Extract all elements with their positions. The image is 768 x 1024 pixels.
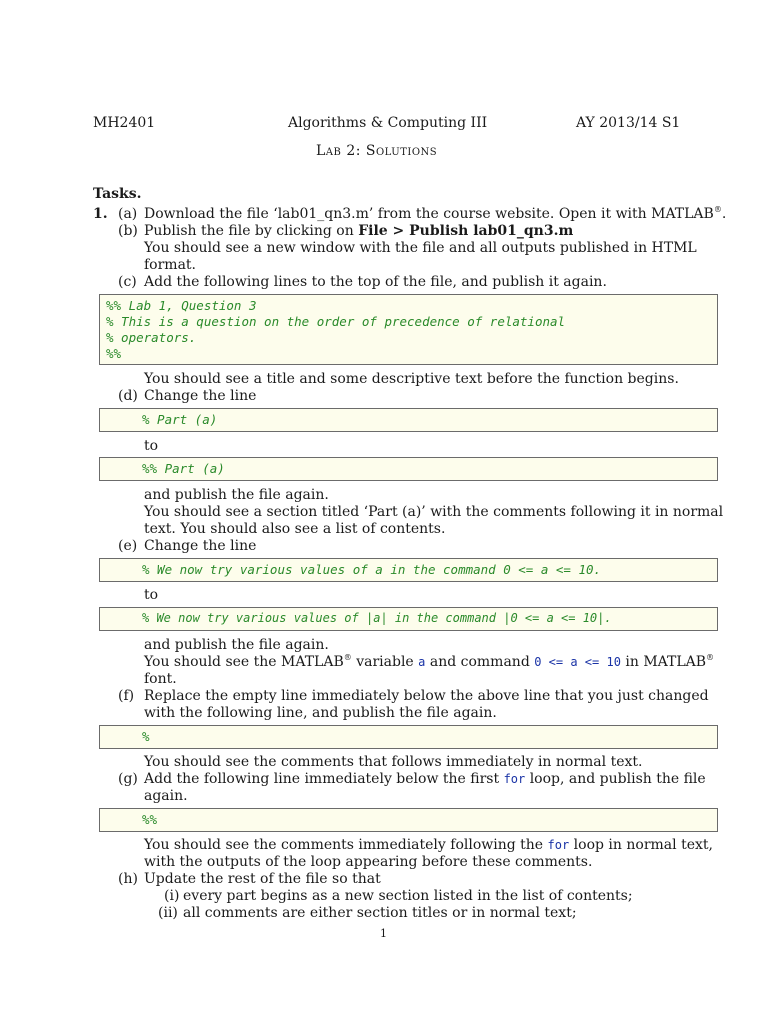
code-line: %% Lab 1, Question 3 <box>106 298 257 313</box>
term: AY 2013/14 S1 <box>576 115 681 131</box>
document-subtitle: Lab 2: Solutions <box>316 143 438 159</box>
item-label-e: (e) <box>118 538 138 554</box>
subitem-ii-text: all comments are either section titles or in normal text; <box>183 905 577 921</box>
code-line: % We now try various values of a in the command 0 <= a <= 10. <box>142 562 602 577</box>
item-g-line1-post: loop, and publish the file <box>525 771 706 787</box>
item-e-after2-pre: You should see the MATLAB <box>144 654 344 670</box>
matlab-command: 0 <= a <= 10 <box>534 655 621 669</box>
item-e-after2-mid: variable <box>351 654 419 670</box>
item-label-h: (h) <box>118 871 138 887</box>
item-label-f: (f) <box>118 688 135 704</box>
registered-mark: ® <box>706 653 715 662</box>
item-label-c: (c) <box>118 274 137 290</box>
code-line: %% <box>106 346 122 361</box>
item-e-after3: font. <box>144 671 177 687</box>
code-block-c <box>99 294 718 365</box>
item-b-menu-path: File > Publish lab01_qn3.m <box>358 223 574 239</box>
tasks-heading: Tasks. <box>93 186 142 202</box>
item-f-after: You should see the comments that follows immediately in normal text. <box>144 754 643 770</box>
item-f-line1: Replace the empty line immediately below the above line that you just changed <box>144 688 709 704</box>
course-title: Algorithms & Computing III <box>288 115 488 131</box>
item-b-line3: format. <box>144 257 197 273</box>
registered-mark: ® <box>713 205 722 214</box>
item-g-line2: again. <box>144 788 188 804</box>
code-line: %% <box>142 812 158 827</box>
matlab-variable: a <box>418 655 426 669</box>
item-a-text-pre: Download the file ‘lab01_qn3.m’ from the course website. Open it with MATLAB <box>144 206 714 222</box>
code-block-e1 <box>99 558 718 582</box>
item-g-after1 <box>144 836 713 854</box>
item-c-text: Add the following lines to the top of the file, and publish it again. <box>144 274 607 290</box>
code-block-g <box>99 808 718 832</box>
item-f-line2: with the following line, and publish the file again. <box>144 705 497 721</box>
subitem-i-text: every part begins as a new section listed in the list of contents; <box>183 888 633 904</box>
subitem-label-ii: (ii) <box>158 905 178 921</box>
item-e-to: to <box>144 587 159 603</box>
item-b-text: Publish the file by clicking on <box>144 223 359 239</box>
item-d-after2: You should see a section titled ‘Part (a)’ with the comments following it in normal <box>144 504 724 520</box>
item-g-after1-pre: You should see the comments immediately following the <box>144 837 548 853</box>
code-block-f <box>99 725 718 749</box>
item-e-after2-mid3: in MATLAB <box>620 654 707 670</box>
item-d-to: to <box>144 438 159 454</box>
item-b-line2: You should see a new window with the file and all outputs published in HTML <box>144 240 697 256</box>
registered-mark: ® <box>343 653 352 662</box>
item-a-text-post: . <box>721 206 727 222</box>
code-block-d2 <box>99 457 718 481</box>
code-line: % <box>142 729 150 744</box>
item-e-after1: and publish the file again. <box>144 637 329 653</box>
item-h-text: Update the rest of the file so that <box>144 871 381 887</box>
item-label-b: (b) <box>118 223 138 239</box>
item-label-d: (d) <box>118 388 138 404</box>
item-g-after1-post: loop in normal text, <box>569 837 713 853</box>
item-label-g: (g) <box>118 771 138 787</box>
subitem-label-i: (i) <box>164 888 180 904</box>
code-block-e2 <box>99 607 718 631</box>
code-line: % Part (a) <box>142 412 218 427</box>
item-label-a: (a) <box>118 206 138 222</box>
item-d-after1: and publish the file again. <box>144 487 329 503</box>
item-g-line1-pre: Add the following line immediately below the first <box>144 771 504 787</box>
code-block-d1 <box>99 408 718 432</box>
item-e-text: Change the line <box>144 538 257 554</box>
item-g-after2: with the outputs of the loop appearing before these comments. <box>144 854 593 870</box>
item-e-after2 <box>144 653 714 671</box>
for-keyword: for <box>547 838 570 852</box>
code-line: % We now try various values of |a| in the command |0 <= a <= 10|. <box>142 611 612 625</box>
for-keyword: for <box>503 772 526 786</box>
page-number: 1 <box>380 927 387 940</box>
item-d-after3: text. You should also see a list of contents. <box>144 521 446 537</box>
item-c-after: You should see a title and some descriptive text before the function begins. <box>144 371 679 387</box>
item-g-line1 <box>144 770 706 788</box>
question-number: 1. <box>93 206 108 222</box>
item-d-text: Change the line <box>144 388 257 404</box>
item-a-text <box>144 205 726 223</box>
course-code: MH2401 <box>93 115 156 131</box>
item-e-after2-mid2: and command <box>425 654 535 670</box>
code-line: % This is a question on the order of precedence of relational <box>106 314 566 329</box>
code-line: %% Part (a) <box>142 461 225 476</box>
item-b-line1 <box>144 222 573 240</box>
code-line: % operators. <box>106 330 197 345</box>
